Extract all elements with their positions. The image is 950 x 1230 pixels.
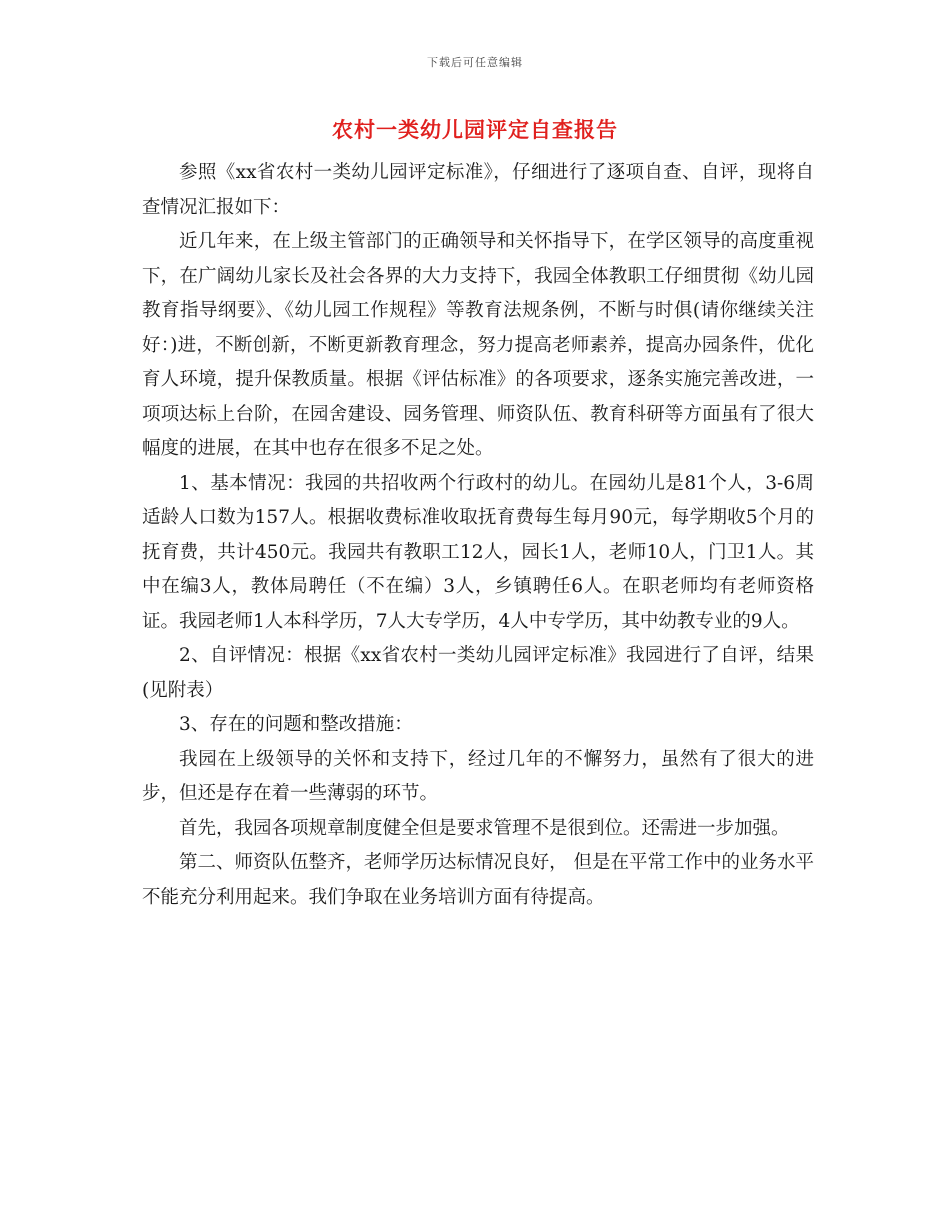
paragraph-self-assessment: 2、自评情况：根据《xx省农村一类幼儿园评定标准》我园进行了自评，结果(见附表） [142,645,814,701]
paragraph-overview: 近几年来，在上级主管部门的正确领导和关怀指导下，在学区领导的高度重视下，在广阔幼儿家长及社会各界的大力支持下，我园全体教职工仔细贯彻《幼儿园教育指导纲要》、《幼儿园工作规程》等教育法规条例，不断与时俱(请你继续关注好：)进，不断创新，不断更新教育理念，努力提高老师素养，提高办园条件，优化育人环境，提升保教质量。根据《评估标准》的各项要求，逐条实施完善改进，一项项达标上台阶，在园舍建设、园务管理、师资队伍、教育科研等方面虽有了很大幅度的进展，在其中也存在很多不足之处。 [142,231,814,459]
paragraph-issue-second: 第二、师资队伍整齐，老师学历达标情况良好， 但是在平常工作中的业务水平不能充分利用起来。我们争取在业务培训方面有待提高。 [142,852,814,908]
paragraph-issues-intro: 我园在上级领导的关怀和支持下，经过几年的不懈努力，虽然有了很大的进步，但还是存在着一些薄弱的环节。 [142,748,814,804]
document-body [142,156,814,915]
paragraph-issues-heading: 3、存在的问题和整改措施： [179,714,413,735]
paragraph-basic-info: 1、基本情况：我园的共招收两个行政村的幼儿。在园幼儿是81个人，3-6周适龄人口数为157人。根据收费标准收取抚育费每生每月90元，每学期收5个月的抚育费，共计450元。我园共有教职工12人，园长1人，老师10人，门卫1人。其中在编3人，教体局聘任（不在编）3人，乡镇聘任6人。在职老师均有老师资格证。我园老师1人本科学历，7人大专学历，4人中专学历，其中幼教专业的9人。 [142,472,814,632]
header-note: 下载后可任意编辑 [427,56,523,69]
document-title: 农村一类幼儿园评定自查报告 [332,117,618,142]
paragraph-intro: 参照《xx省农村一类幼儿园评定标准》，仔细进行了逐项自查、自评，现将自查情况汇报如下： [142,162,814,218]
paragraph-issue-first: 首先，我园各项规章制度健全但是要求管理不是很到位。还需进一步加强。 [179,817,790,839]
